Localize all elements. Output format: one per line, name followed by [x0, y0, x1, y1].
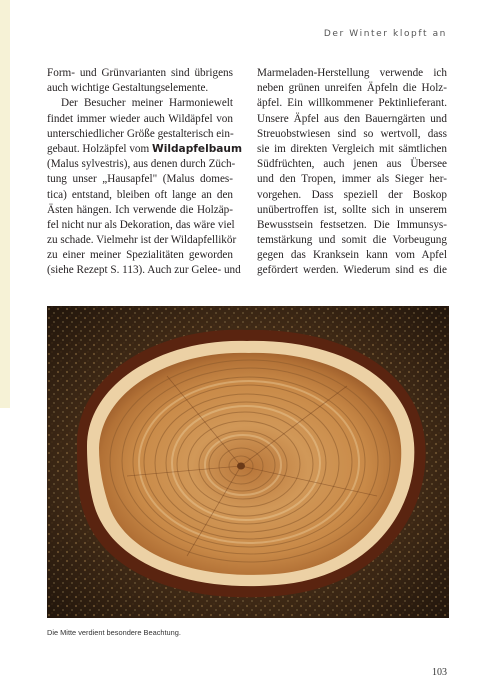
text-fragment: Holzäpfel vom: [82, 142, 153, 155]
text-line: (Malus sylvestris), aus denen durch Züch-: [47, 158, 236, 171]
text-line: unterschiedlicher Größe gestalterisch ein-: [47, 127, 234, 140]
text-fragment: gebaut.: [47, 142, 83, 155]
text-line: gefördert werden. Wiederum sind es die: [257, 264, 447, 277]
text-line: unübertroffen ist, sollte sich in unserem: [257, 203, 447, 216]
text-line: Unsere Äpfel aus den Bauerngärten und: [257, 112, 447, 125]
text-line: Streuobstwiesen sind so wertvoll, dass: [257, 127, 447, 140]
text-line: äpfel. Ein willkommener Pektinlieferant.: [257, 97, 447, 110]
text-line: tica) entstand, bleiben oft lange an den: [47, 188, 233, 201]
highlighted-term: Wildapfelbaum: [152, 142, 243, 155]
text-line: und den Tropen, immer als Sieger her-: [257, 173, 447, 186]
text-line: tung unser „Hausapfel" (Malus domes-: [47, 173, 233, 186]
running-head: Der Winter klopft an: [323, 29, 447, 39]
text-line: auch wichtige Gestaltungselemente.: [47, 82, 209, 95]
text-line: zu schade. Vielmehr ist der Wildapfellikör: [47, 234, 237, 247]
text-line: vorgehen. Dass speziell der Boskop: [257, 188, 447, 201]
tree-cross-section-photo: [47, 306, 449, 618]
margin-color-strip: [0, 0, 10, 408]
text-line: sie im direkten Vergleich mit sämtlichen: [257, 142, 447, 155]
text-line: fel nicht nur als Dekoration, das wäre viel: [47, 218, 235, 231]
text-line: Bewusstsein festsetzen. Die Immunsys-: [257, 218, 447, 231]
photo-caption: Die Mitte verdient besondere Beachtung.: [47, 628, 181, 637]
text-line: [47, 142, 243, 157]
text-line: neben grünen unreifen Äpfeln die Holz-: [257, 82, 447, 95]
left-text-column: [47, 66, 243, 279]
text-line: Marmeladen-Herstellung verwende ich: [257, 67, 447, 79]
tree-ring-image: [47, 306, 449, 618]
text-line: (siehe Rezept S. 113). Auch zur Gelee- und: [47, 264, 241, 277]
page-number: 103: [432, 667, 447, 678]
text-line: Ästen hängen. Ich verwende die Holzäp-: [47, 203, 233, 216]
text-line: zu einer meiner Spezialitäten geworden: [47, 249, 233, 262]
text-line: findet immer wieder auch Wildäpfel von: [47, 112, 233, 125]
right-text-column: [257, 66, 447, 279]
text-line: Der Besucher meiner Harmoniewelt: [61, 97, 233, 110]
text-line: Form- und Grünvarianten sind übrigens: [47, 67, 233, 79]
text-line: temstärkung und somit die Vorbeugung: [257, 234, 447, 247]
text-line: gegen das Kranksein kann vom Apfel: [257, 249, 447, 262]
text-line: Südfrüchten, auch jenen aus Übersee: [257, 158, 447, 171]
